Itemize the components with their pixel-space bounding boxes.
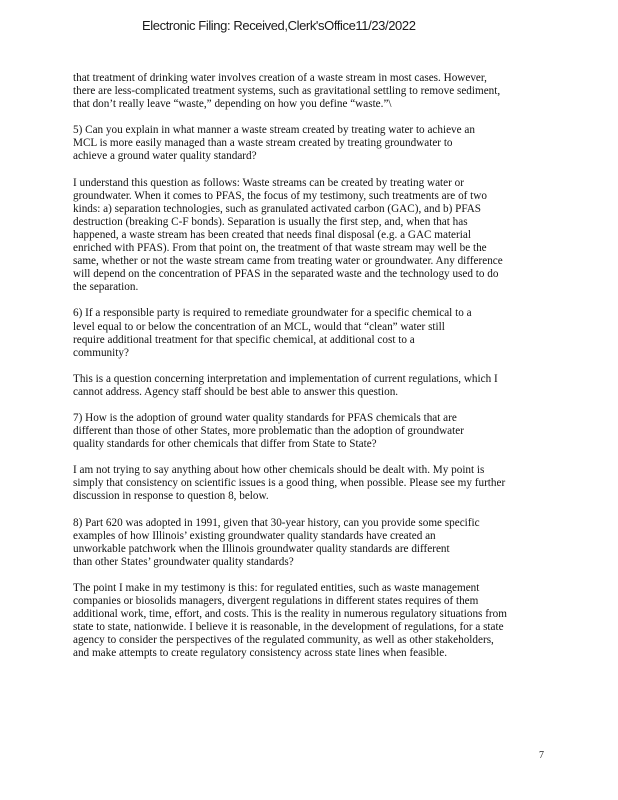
text-line: I am not trying to say anything about how other chemicals should be dealt with. My point is xyxy=(73,464,485,477)
text-line: quality standards for other chemicals that differ from State to State? xyxy=(73,438,377,451)
document-body xyxy=(73,72,548,673)
paragraph xyxy=(73,177,548,295)
text-line: and make attempts to create regulatory consistency across state lines when feasible. xyxy=(73,647,448,660)
text-line: happened, a waste stream has been created that needs final disposal (e.g. a GAC material xyxy=(73,228,471,241)
text-line: than other States’ groundwater quality standards? xyxy=(73,555,294,568)
paragraph xyxy=(73,517,548,569)
text-line: require additional treatment for that specific chemical, at additional cost to a xyxy=(73,333,415,346)
text-line: MCL is more easily managed than a waste stream created by treating groundwater to xyxy=(73,137,453,150)
text-line: examples of how Illinois’ existing groundwater quality standards have created an xyxy=(73,529,436,542)
paragraph xyxy=(73,124,548,163)
text-line: simply that consistency on scientific issues is a good thing, when possible. Please see my further xyxy=(73,477,506,490)
text-line: The point I make in my testimony is this: for regulated entities, such as waste management xyxy=(73,581,480,594)
text-line: same, whether or not the waste stream came from treating water or groundwater. Any difference xyxy=(73,255,503,268)
text-line: destruction (breaking C-F bonds). Separation is usually the first step, and, when that has xyxy=(73,215,468,228)
text-line: I understand this question as follows: Waste streams can be created by treating water or xyxy=(73,176,464,189)
text-line: achieve a ground water quality standard? xyxy=(73,150,257,163)
paragraph xyxy=(73,72,548,111)
text-line: additional work, time, effort, and costs. This is the reality in numerous regulatory situations from xyxy=(73,608,507,621)
text-line: 5) Can you explain in what manner a waste stream created by treating water to achieve an xyxy=(73,124,475,137)
text-line: groundwater. When it comes to PFAS, the focus of my testimony, such treatments are of two xyxy=(73,189,487,202)
text-line: companies or biosolids managers, divergent regulations in different states requires of them xyxy=(73,595,479,607)
text-line: unworkable patchwork when the Illinois groundwater quality standards are different xyxy=(73,542,450,555)
text-line: kinds: a) separation technologies, such as granulated activated carbon (GAC), and b) PFAS xyxy=(73,202,482,215)
text-line: agency to consider the perspectives of the regulated community, as well as other stakeholders, xyxy=(73,634,494,647)
text-line: will depend on the concentration of PFAS in the separated waste and the technology used to do xyxy=(73,268,499,281)
text-line: level equal to or below the concentration of an MCL, would that “clean” water still xyxy=(73,320,445,333)
paragraph xyxy=(73,582,548,661)
paragraph xyxy=(73,307,548,359)
text-line: state to state, nationwide. I believe it is reasonable, in the development of regulations, for a state xyxy=(73,621,504,634)
text-line: enriched with PFAS). From that point on, the treatment of that waste stream may well be the xyxy=(73,242,487,255)
text-line: that don’t really leave “waste,” depending on how you define “waste.”\ xyxy=(73,98,392,111)
text-line: there are less-complicated treatment systems, such as gravitational settling to remove sediment, xyxy=(73,85,501,98)
text-line: discussion in response to question 8, below. xyxy=(73,490,269,503)
filing-stamp: Electronic Filing: Received,Clerk'sOffice11/23/2022 xyxy=(142,18,416,33)
paragraph xyxy=(73,373,548,399)
text-line: cannot address. Agency staff should be best able to answer this question. xyxy=(73,385,399,398)
page-number: 7 xyxy=(539,750,544,761)
text-line: community? xyxy=(73,346,129,359)
text-line: This is a question concerning interpretation and implementation of current regulations, which I xyxy=(73,372,498,385)
text-line: different than those of other States, more problematic than the adoption of groundwater xyxy=(73,425,464,438)
paragraph xyxy=(73,412,548,451)
text-line: the separation. xyxy=(73,281,139,294)
text-line: 7) How is the adoption of ground water quality standards for PFAS chemicals that are xyxy=(73,411,457,424)
text-line: that treatment of drinking water involves creation of a waste stream in most cases. However, xyxy=(73,72,487,84)
text-line: 6) If a responsible party is required to remediate groundwater for a specific chemical to a xyxy=(73,307,472,320)
paragraph xyxy=(73,464,548,503)
text-line: 8) Part 620 was adopted in 1991, given that 30-year history, can you provide some specific xyxy=(73,516,480,529)
